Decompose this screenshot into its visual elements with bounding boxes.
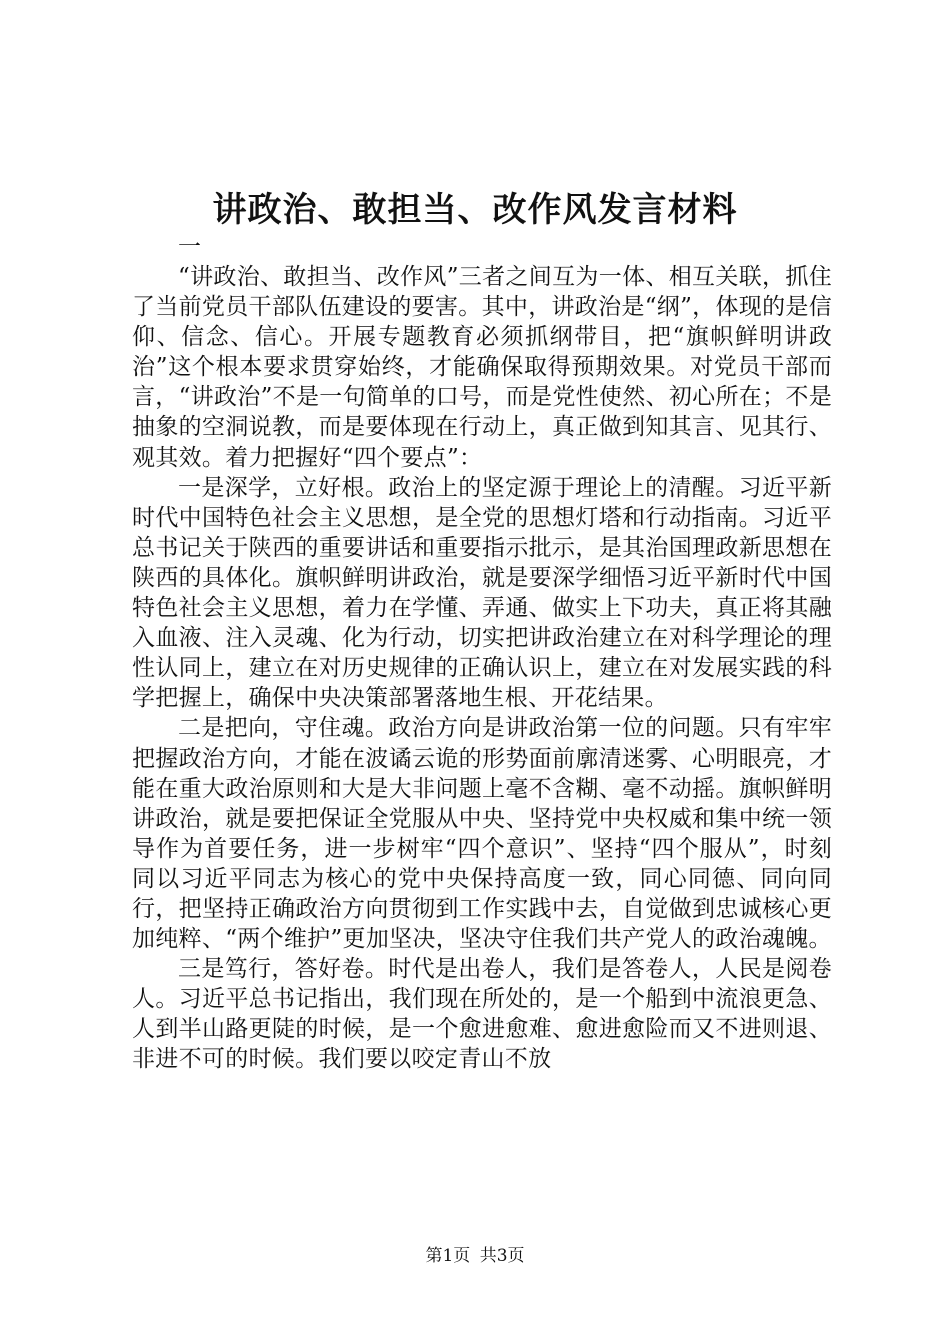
paragraph-point-three: 三是笃行，答好卷。时代是出卷人，我们是答卷人，人民是阅卷人。习近平总书记指出，我们现在所处的，是一个船到中流浪更急、人到半山路更陡的时候，是一个愈进愈难、愈进愈险而又不进则退、非进不可的时候。我们要以咬定青山不放: [132, 956, 832, 1073]
page-total: 共3页: [479, 1246, 525, 1266]
section-mark: 一: [178, 234, 201, 260]
document-body: [132, 232, 832, 1075]
document-title: 讲政治、敢担当、改作风发言材料: [212, 190, 738, 230]
page-number: 第1页: [425, 1246, 471, 1266]
paragraph-point-two: 二是把向，守住魂。政治方向是讲政治第一位的问题。只有牢牢把握政治方向，才能在波谲云诡的形势面前廓清迷雾、心明眼亮，才能在重大政治原则和大是大非问题上毫不含糊、毫不动摇。旗帜鲜明讲政治，就是要把保证全党服从中央、坚持党中央权威和集中统一领导作为首要任务，进一步树牢“四个意识”、坚持“四个服从”，时刻同以习近平同志为核心的党中央保持高度一致，同心同德、同向同行，把坚持正确政治方向贯彻到工作实践中去，自觉做到忠诚核心更加纯粹、“两个维护”更加坚决，坚决守住我们共产党人的政治魂魄。: [132, 715, 832, 953]
paragraph-intro: “讲政治、敢担当、改作风”三者之间互为一体、相互关联，抓住了当前党员干部队伍建设的要害。其中，讲政治是“纲”，体现的是信仰、信念、信心。开展专题教育必须抓纲带目，把“旗帜鲜明讲政治”这个根本要求贯穿始终，才能确保取得预期效果。对党员干部而言，“讲政治”不是一句简单的口号，而是党性使然、初心所在；不是抽象的空洞说教，而是要体现在行动上，真正做到知其言、见其行、观其效。着力把握好“四个要点”：: [132, 264, 832, 471]
paragraph-point-one: 一是深学，立好根。政治上的坚定源于理论上的清醒。习近平新时代中国特色社会主义思想，是全党的思想灯塔和行动指南。习近平总书记关于陕西的重要讲话和重要指示批示，是其治国理政新思想在陕西的具体化。旗帜鲜明讲政治，就是要深学细悟习近平新时代中国特色社会主义思想，着力在学懂、弄通、做实上下功夫，真正将其融入血液、注入灵魂、化为行动，切实把讲政治建立在对科学理论的理性认同上，建立在对历史规律的正确认识上，建立在对发展实践的科学把握上，确保中央决策部署落地生根、开花结果。: [132, 474, 832, 712]
page-footer: [0, 1244, 950, 1268]
